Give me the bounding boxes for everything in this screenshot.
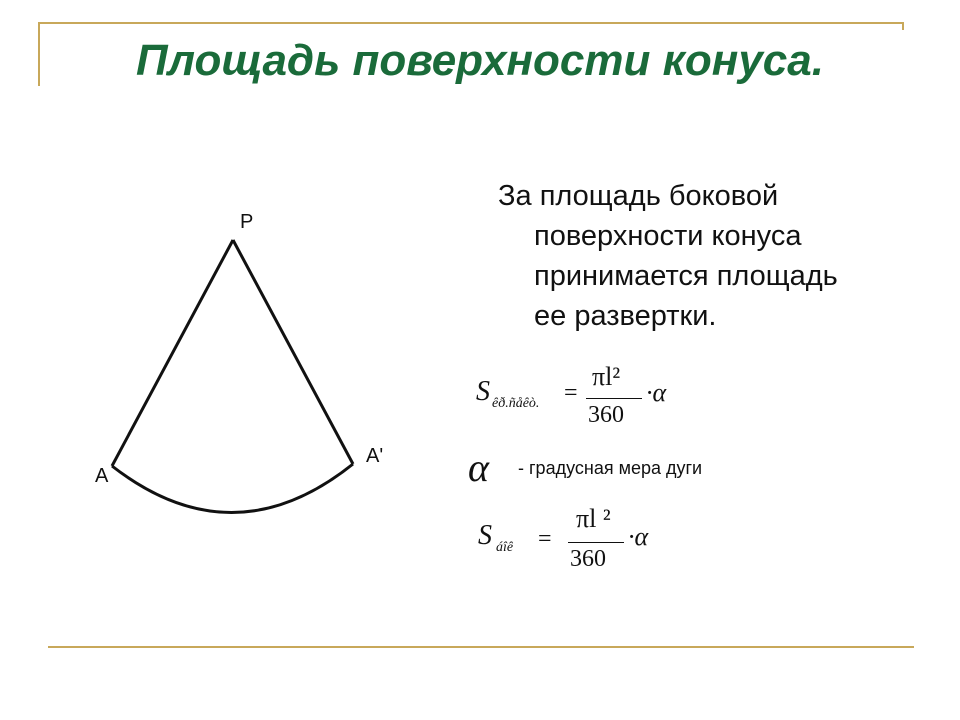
formula-lateral-area <box>472 502 692 582</box>
label-point-a: A <box>95 465 109 487</box>
formula-2-subscript: áîê <box>496 540 514 555</box>
formula-2-equals: = <box>538 526 552 552</box>
formula-2-fraction-bar <box>568 542 624 543</box>
definition-line-4: ее развертки. <box>534 300 717 332</box>
label-point-a-prime: A' <box>366 445 384 467</box>
formula-1-lhs: S <box>476 376 490 407</box>
formula-2-denominator: 360 <box>570 546 606 572</box>
slide-title: Площадь поверхности конуса. <box>136 36 824 85</box>
definition-line-3: принимается площадь <box>534 260 838 292</box>
alpha-description: - градусная мера дуги <box>518 458 703 478</box>
formula-1-fraction-bar <box>586 398 642 399</box>
label-apex-p: P <box>240 211 254 233</box>
formula-1-equals: = <box>564 380 578 406</box>
alpha-symbol: α <box>468 445 489 490</box>
formula-2-numerator: πl ² <box>576 504 611 533</box>
formula-1-denominator: 360 <box>588 402 624 428</box>
formula-1-factor: ·α <box>646 378 667 407</box>
definition-line-1: За площадь боковой <box>498 180 779 212</box>
right-generatrix <box>233 240 353 464</box>
definition-line-2: поверхности конуса <box>534 220 802 252</box>
formula-1-subscript: êð.ñåêò. <box>492 396 540 411</box>
formula-2-factor: ·α <box>628 522 649 551</box>
formula-sector-area <box>472 362 692 442</box>
formula-1-numerator: πl² <box>592 362 621 391</box>
formula-2-lhs: S <box>478 520 492 551</box>
sector-arc <box>112 464 353 513</box>
definition-text <box>498 176 918 336</box>
left-generatrix <box>112 240 233 466</box>
